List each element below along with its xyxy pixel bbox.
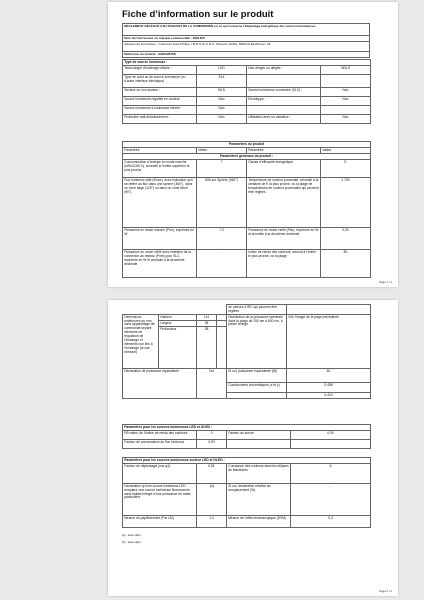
table-row <box>123 228 371 250</box>
row-value: - <box>197 250 247 278</box>
row-value: Non <box>321 115 371 124</box>
row-label: Mesure du papillotement (Pst LM) <box>123 516 197 528</box>
row-value: 0,93 <box>197 440 227 449</box>
row-value: E14 <box>197 75 247 88</box>
dimension-value: 38 <box>197 327 217 369</box>
row-label: Indice de rendu des couleurs, arrondi à l’entier le plus proche, ou la plage <box>247 250 321 278</box>
table-row <box>123 75 371 88</box>
row-value: NDLS <box>321 66 371 75</box>
dimensions-table <box>122 304 371 399</box>
row-label: Protection anti-éblouissement : <box>123 115 197 124</box>
params-title: Paramètres du produit <box>123 142 371 148</box>
row-label <box>247 75 321 88</box>
dimension-value: 114 <box>197 315 217 321</box>
row-value: -(a) <box>197 484 227 516</box>
spectral-distribution-value: Voir l’image de la page précédente <box>287 315 371 369</box>
table-row <box>123 250 371 278</box>
row-label: Puissance en mode marche (Pon), exprimée en W <box>123 228 197 250</box>
source-type-table <box>122 59 371 124</box>
mains-params-title: Paramètres pour les sources lumineuses secteur LED et OLED : <box>123 458 371 464</box>
row-value: 0 <box>197 431 227 440</box>
model-reference: Référence du modèle : 929002878S <box>123 52 370 58</box>
row-label: Flux lumineux utile (Φuse), avec indication qu’il se réfère au flux dans une sphère (360°), dans un cône large (120°) ou dans un cône étroit (90°). <box>123 178 197 228</box>
row-label: Enveloppe : <box>247 97 321 106</box>
equivalent-power-row-value: 60 <box>287 369 371 383</box>
table-row <box>123 97 371 106</box>
dimension-name: Profondeur <box>159 327 197 369</box>
row-label: Facteur de déphasage (cos φ1) <box>123 464 197 484</box>
row-label: Déclaration qu’une source lumineuse LED remplace une source lumineuse fluorescente sans ballast intégré d’une puissance en watts particulière <box>123 484 197 516</box>
page-number: Page 1 / 2 <box>379 280 392 284</box>
row-value: E <box>321 160 371 178</box>
row-value: Non <box>197 106 247 115</box>
row-value: 1,0 <box>197 516 227 528</box>
source-type-header: Type de source lumineuse : <box>123 60 371 66</box>
row-value: 0,00 <box>321 228 371 250</box>
header-info-table <box>122 23 370 58</box>
row-label: Si oui, déclaration relative au remplacement (W) <box>227 484 291 516</box>
table-row <box>123 484 371 516</box>
general-params-title: Paramètres généraux du produit : <box>123 154 371 160</box>
row-label: Secteur ou non secteur : <box>123 88 197 97</box>
row-label: Facteur de survie <box>227 431 291 440</box>
row-label <box>247 106 321 115</box>
row-label: Type de culot ou de source lumineuse (ou d’autre interface électrique) <box>123 75 197 88</box>
cri-range-text: de valeurs d’IRC qui peuvent être réglées <box>227 305 287 315</box>
row-label: Consommation d’énergie en mode marche (kWh/1000 h), arrondie à l’entier supérieur le plus proche <box>123 160 197 178</box>
led-params-table <box>122 424 371 449</box>
dimension-value: 38 <box>197 321 217 327</box>
table-row <box>123 88 371 97</box>
row-value <box>321 75 371 88</box>
supplier-address: Adresse du fournisseur : Customer Care Philips, I.B.R.S./C.C.R.S. /Numéro 10461, 5600VS Eindhoven, NL <box>123 42 370 52</box>
row-value: 7 <box>197 160 247 178</box>
table-row <box>123 106 371 115</box>
row-label: Source lumineuse connectée (SLC) : <box>247 88 321 97</box>
page-title: Fiche d’information sur le produit <box>122 9 274 20</box>
row-value: 806 sur Sphère (360°) <box>197 178 247 228</box>
row-value: Non <box>197 97 247 106</box>
row-value: 2 700 <box>321 178 371 228</box>
table-row <box>123 178 371 228</box>
table-row <box>123 440 371 449</box>
row-label: Source lumineuse à luminance élevée : <box>123 106 197 115</box>
row-value <box>321 106 371 115</box>
row-label: Non-dirigée ou dirigée : <box>247 66 321 75</box>
row-label: Source lumineuse réglable en couleur : <box>123 97 197 106</box>
chromaticity-label: Coordonnées chromatiques (x et y) <box>227 383 287 393</box>
dimension-name: Hauteur <box>159 315 197 321</box>
table-row <box>123 66 371 75</box>
table-row <box>123 464 371 484</box>
row-value: 0,90 <box>291 431 371 440</box>
regulation-text: RÈGLEMENT DÉLÉGUÉ (UE) 2019/2015 DE LA COMMISSION en ce qui concerne l’étiquetage énergétique des sources lumineuses <box>123 24 370 36</box>
dimension-name: Largeur <box>159 321 197 327</box>
equivalent-power-row-label: Si oui, puissance équivalente (W) <box>227 369 287 383</box>
document-page-2 <box>108 300 398 596</box>
row-value: - <box>291 484 371 516</box>
supplier-name: Nom du fournisseur ou marque commerciale : PHILIPS <box>123 36 370 42</box>
row-label: Facteur de conservation du flux lumineux <box>123 440 197 449</box>
table-row <box>123 160 371 178</box>
row-label: Température de couleur proximale, arrondie à la centaine de K la plus proche, ou la plage de températures de couleur proximales qui peuvent être réglées <box>247 178 321 228</box>
document-page-1 <box>108 2 398 287</box>
footnote-b: (b) : sans objet <box>122 540 141 544</box>
row-value: 80 <box>321 250 371 278</box>
row-value: 6 <box>291 464 371 484</box>
equivalent-power-value: Oui <box>197 369 227 399</box>
row-value: 0,4 <box>291 516 371 528</box>
row-value: LED <box>197 66 247 75</box>
led-params-title: Paramètres pour les sources lumineuses LED et OLED : <box>123 425 371 431</box>
row-label: Classe d’efficacité énergétique <box>247 160 321 178</box>
row-label: Constance des couleurs dans les ellipses de MacAdam <box>227 464 291 484</box>
dimensions-label: Dimensions extérieures en mm, sans appareillage de commande séparé, éléments de régulation de l’éclairage et éléments non liés à l’éclairage (le cas échéant) <box>123 315 159 369</box>
row-value: 7,0 <box>197 228 247 250</box>
chromaticity-x-value: 0,458 <box>287 383 371 393</box>
column-header: Paramètre <box>123 148 197 154</box>
row-label <box>227 440 291 449</box>
row-value: MLS <box>197 88 247 97</box>
row-value <box>291 440 371 449</box>
row-label: Puissance en mode veille (Psb), exprimée en W et arrondie à la deuxième décimale <box>247 228 321 250</box>
spectral-distribution-label: Distribution de la puissance spectrale dans la plage de 250 nm à 800 nm, à pleine charge <box>227 315 287 369</box>
row-value: 0,51 <box>197 464 227 484</box>
column-header: Valeur <box>321 148 371 154</box>
page-number: Page 2 / 2 <box>379 589 392 593</box>
column-header: Paramètre <box>247 148 321 154</box>
row-label: R9 valeur de l’indice de rendu des couleurs <box>123 431 197 440</box>
product-parameters-table <box>122 141 371 278</box>
table-row <box>123 516 371 528</box>
equivalent-power-label: Déclaration de puissance équivalente <box>123 369 197 399</box>
row-label: Technologie d’éclairage utilisée : <box>123 66 197 75</box>
column-header: Valeur <box>197 148 247 154</box>
footnote-a: (a) : sans objet <box>122 533 141 537</box>
row-value: Non <box>321 88 371 97</box>
table-row <box>123 431 371 440</box>
row-label: Utilisation avec un variateur : <box>247 115 321 124</box>
chromaticity-y-value: 0,410 <box>287 393 371 399</box>
row-label: Puissance en mode veille avec maintien de la connexion au réseau (Pnet) pour SLC, exprimée en W et arrondie à la deuxième décimale <box>123 250 197 278</box>
row-label: Mesure de l’effet stroboscopique (SVM) <box>227 516 291 528</box>
mains-led-params-table <box>122 457 371 528</box>
row-value: Non <box>197 115 247 124</box>
row-value: Non <box>321 97 371 106</box>
table-row <box>123 115 371 124</box>
